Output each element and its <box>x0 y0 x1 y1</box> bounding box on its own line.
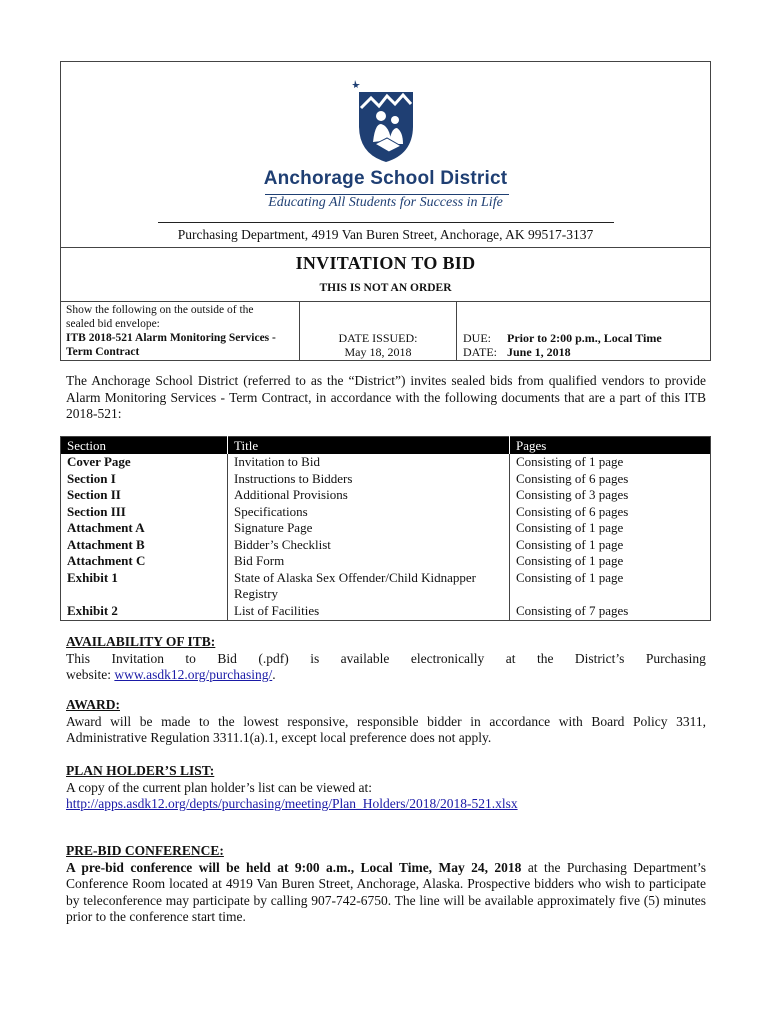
row-title: List of Facilities <box>228 603 510 621</box>
row-pages: Consisting of 1 page <box>510 520 711 537</box>
table-row <box>61 603 711 621</box>
table-row <box>61 471 711 488</box>
document-title: INVITATION TO BID <box>295 253 476 273</box>
row-section: Section I <box>67 470 116 486</box>
row-title: Bidder’s Checklist <box>228 537 510 554</box>
prebid-text: at the Purchasing Department’s Conference Room located at 4919 Van Buren Street, Anchorage, Alaska. Prospective bidders who wish to participate by teleconference may participate by calling 907-742-6750. The line will be available approximately five (5) minutes prior to the conference start time. <box>66 859 706 924</box>
row-pages: Consisting of 6 pages <box>510 504 711 521</box>
availability-section <box>66 634 706 684</box>
plan-holders-section <box>66 763 706 813</box>
row-pages: Consisting of 1 page <box>510 553 711 570</box>
prebid-bold-text: A pre-bid conference will be held at 9:00 a.m., Local Time, May 24, 2018 <box>66 859 522 875</box>
due-value: Prior to 2:00 p.m., Local Time <box>507 331 662 345</box>
availability-word: to <box>185 650 196 666</box>
row-section: Section III <box>67 503 126 519</box>
availability-line1 <box>66 651 706 668</box>
row-pages: Consisting of 1 page <box>510 454 711 471</box>
website-prefix: website: <box>66 667 115 682</box>
column-header-pages: Pages <box>510 437 711 455</box>
row-pages: Consisting of 1 page <box>510 570 711 603</box>
header-box <box>60 61 711 361</box>
row-section: Exhibit 1 <box>67 569 118 585</box>
availability-word: (.pdf) <box>258 650 289 666</box>
plan-holders-link[interactable]: http://apps.asdk12.org/depts/purchasing/meeting/Plan_Holders/2018/2018-521.xlsx <box>66 796 518 811</box>
envelope-itb-line2: Term Contract <box>66 346 140 358</box>
availability-word: is <box>310 650 320 666</box>
availability-word: Bid <box>217 650 237 666</box>
date-label: DATE: <box>463 345 497 359</box>
award-section <box>66 697 706 747</box>
row-title: Signature Page <box>228 520 510 537</box>
column-header-section: Section <box>61 437 228 455</box>
availability-line2 <box>66 667 706 684</box>
table-row <box>61 537 711 554</box>
availability-word: available <box>340 650 390 666</box>
row-pages: Consisting of 1 page <box>510 537 711 554</box>
award-text: Award will be made to the lowest responsive, responsible bidder in accordance with Board Policy 3311, Administrative Regulation 3311.1(a).1, except local preference does not apply. <box>66 713 706 745</box>
table-row <box>61 570 711 603</box>
purchasing-website-link[interactable]: www.asdk12.org/purchasing/ <box>114 667 273 682</box>
table-header-row <box>61 437 711 455</box>
envelope-label-line2: sealed bid envelope: <box>66 318 160 330</box>
district-tagline: Educating All Students for Success in Life <box>268 195 503 210</box>
row-title: Instructions to Bidders <box>228 471 510 488</box>
info-cell-divider <box>456 301 457 361</box>
district-logo-icon <box>351 74 421 164</box>
row-section: Attachment B <box>67 536 145 552</box>
table-row <box>61 553 711 570</box>
prebid-section <box>66 843 706 926</box>
award-heading: AWARD: <box>66 697 120 712</box>
info-row-divider <box>61 301 710 302</box>
envelope-itb-line1: ITB 2018-521 Alarm Monitoring Services - <box>66 332 276 344</box>
website-suffix: . <box>272 667 276 682</box>
availability-word: electronically <box>410 650 485 666</box>
availability-word: This <box>66 650 91 666</box>
table-row <box>61 487 711 504</box>
row-pages: Consisting of 7 pages <box>510 603 711 621</box>
table-row <box>61 454 711 471</box>
envelope-instructions <box>66 303 298 359</box>
date-value: June 1, 2018 <box>507 345 571 359</box>
header-divider <box>61 247 710 248</box>
availability-word: at <box>505 650 516 666</box>
documents-table <box>60 436 711 621</box>
row-title: Bid Form <box>228 553 510 570</box>
row-title: Specifications <box>228 504 510 521</box>
plan-holders-heading: PLAN HOLDER’S LIST: <box>66 763 215 778</box>
due-date-cell <box>463 331 662 359</box>
row-title: State of Alaska Sex Offender/Child Kidnapper Registry <box>228 570 510 603</box>
date-issued-cell <box>300 331 456 359</box>
district-name: Anchorage School District <box>263 168 508 189</box>
row-section: Attachment A <box>67 520 145 535</box>
date-issued-label: DATE ISSUED: <box>338 331 418 345</box>
column-header-title: Title <box>228 437 510 455</box>
plan-holders-text: A copy of the current plan holder’s list can be viewed at: <box>66 779 373 795</box>
availability-heading: AVAILABILITY OF ITB: <box>66 634 216 649</box>
document-subtitle: THIS IS NOT AN ORDER <box>319 282 452 294</box>
department-address: Purchasing Department, 4919 Van Buren Street, Anchorage, AK 99517-3137 <box>177 227 594 242</box>
row-pages: Consisting of 6 pages <box>510 471 711 488</box>
address-rule <box>158 222 614 223</box>
row-title: Additional Provisions <box>228 487 510 504</box>
row-section: Exhibit 2 <box>67 602 118 618</box>
row-section: Cover Page <box>67 454 131 469</box>
row-section: Section II <box>67 487 121 502</box>
table-row <box>61 520 711 537</box>
prebid-paragraph <box>66 860 706 926</box>
row-pages: Consisting of 3 pages <box>510 487 711 504</box>
row-title: Invitation to Bid <box>228 454 510 471</box>
table-row <box>61 504 711 521</box>
envelope-label-line1: Show the following on the outside of the <box>66 304 254 316</box>
due-label: DUE: <box>463 331 491 345</box>
availability-word: Purchasing <box>645 650 706 666</box>
intro-paragraph: The Anchorage School District (referred to as the “District”) invites sealed bids from qualified vendors to provide Alarm Monitoring Services - Term Contract, in accordance with the following documents that are a part of this ITB 2018-521: <box>66 373 706 421</box>
availability-word: District’s <box>574 650 625 666</box>
availability-word: the <box>536 650 554 666</box>
date-issued-value: May 18, 2018 <box>344 345 412 359</box>
prebid-heading: PRE-BID CONFERENCE: <box>66 843 224 858</box>
availability-word: Invitation <box>111 650 164 666</box>
row-section: Attachment C <box>67 553 146 568</box>
